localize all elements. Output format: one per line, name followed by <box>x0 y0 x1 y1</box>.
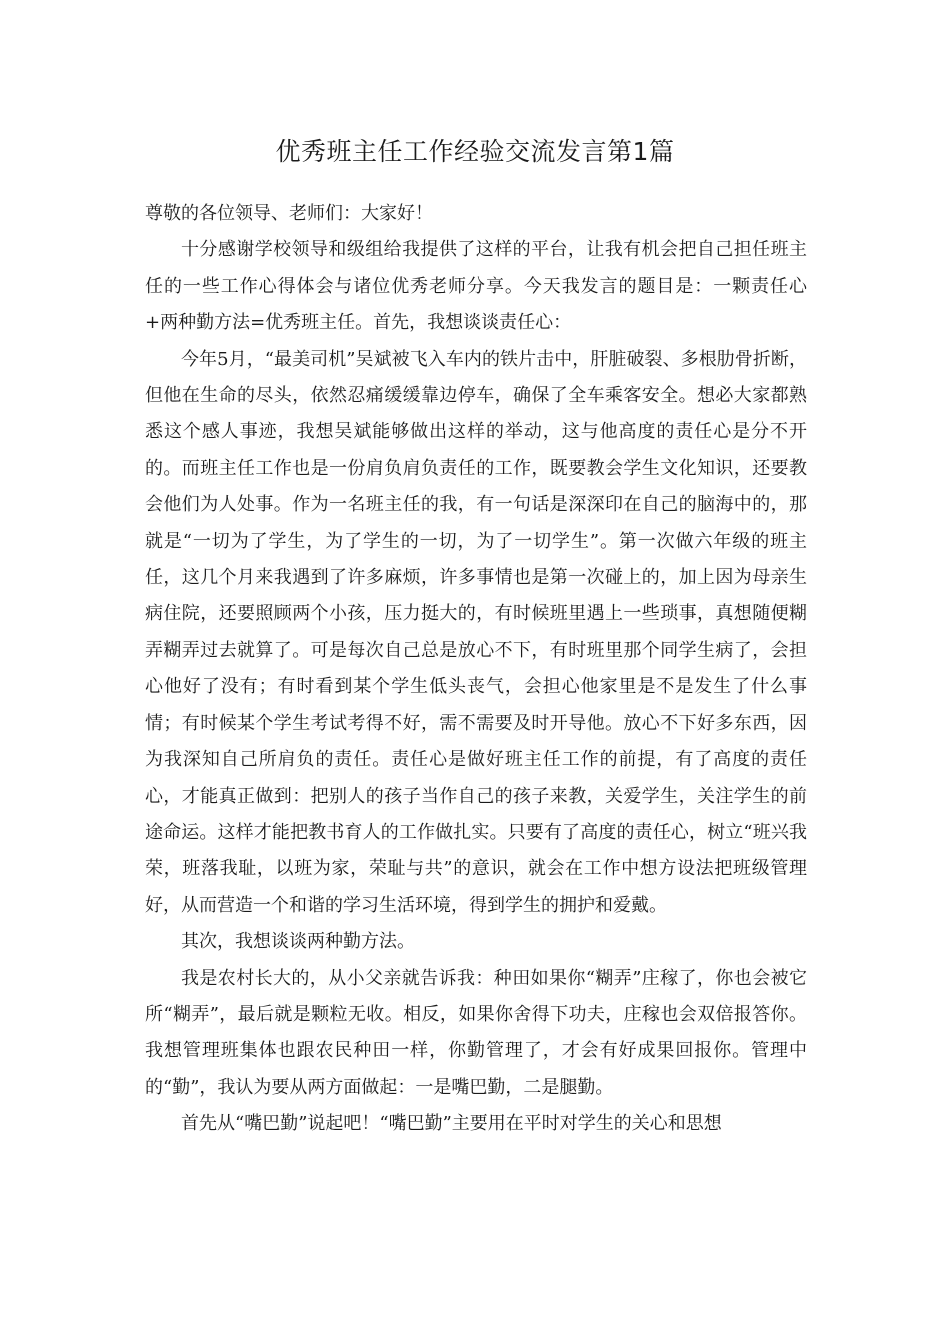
body-paragraph: 首先从“嘴巴勤”说起吧！“嘴巴勤”主要用在平时对学生的关心和思想 <box>181 1113 722 1135</box>
document-body <box>145 196 807 1143</box>
body-paragraph: 今年5月，“最美司机”吴斌被飞入车内的铁片击中，肝脏破裂、多根肋骨折断，但他在生命的尽头，依然忍痛缓缓靠边停车，确保了全车乘客安全。想必大家都熟悉这个感人事迹，我想吴斌能够做出这样的举动，这与他高度的责任心是分不开的。而班主任工作也是一份肩负肩负责任的工作，既要教会学生文化知识，还要教会他们为人处事。作为一名班主任的我，有一句话是深深印在自己的脑海中的，那就是“一切为了学生，为了学生的一切，为了一切学生”。第一次做六年级的班主任，这几个月来我遇到了许多麻烦，许多事情也是第一次碰上的，加上因为母亲生病住院，还要照顾两个小孩，压力挺大的，有时候班里遇上一些琐事，真想随便糊弄糊弄过去就算了。可是每次自己总是放心不下，有时班里那个同学生病了，会担心他好了没有；有时看到某个学生低头丧气，会担心他家里是不是发生了什么事情；有时候某个学生考试考得不好，需不需要及时开导他。放心不下好多东西，因为我深知自己所肩负的责任。责任心是做好班主任工作的前提，有了高度的责任心，才能真正做到：把别人的孩子当作自己的孩子来教，关爱学生，关注学生的前途命运。这样才能把教书育人的工作做扎实。只要有了高度的责任心，树立“班兴我荣，班落我耻，以班为家，荣耻与共”的意识，就会在工作中想方设法把班级管理好，从而营造一个和谐的学习生活环境，得到学生的拥护和爱戴。 <box>145 348 807 916</box>
body-paragraph: 十分感谢学校领导和级组给我提供了这样的平台，让我有机会把自己担任班主任的一些工作心得体会与诸位优秀老师分享。今天我发言的题目是：一颗责任心+两种勤方法=优秀班主任。首先，我想谈谈责任心： <box>145 239 807 334</box>
salutation-paragraph: 尊敬的各位领导、老师们：大家好！ <box>145 203 433 224</box>
document-title: 优秀班主任工作经验交流发言第1篇 <box>275 137 675 166</box>
body-paragraph: 我是农村长大的，从小父亲就告诉我：种田如果你“糊弄”庄稼了，你也会被它所“糊弄”，最后就是颗粒无收。相反，如果你舍得下功夫，庄稼也会双倍报答你。我想管理班集体也跟农民种田一样，你勤管理了，才会有好成果回报你。管理中的“勤”，我认为要从两方面做起：一是嘴巴勤，二是腿勤。 <box>145 967 807 1098</box>
body-paragraph: 其次，我想谈谈两种勤方法。 <box>181 931 415 953</box>
